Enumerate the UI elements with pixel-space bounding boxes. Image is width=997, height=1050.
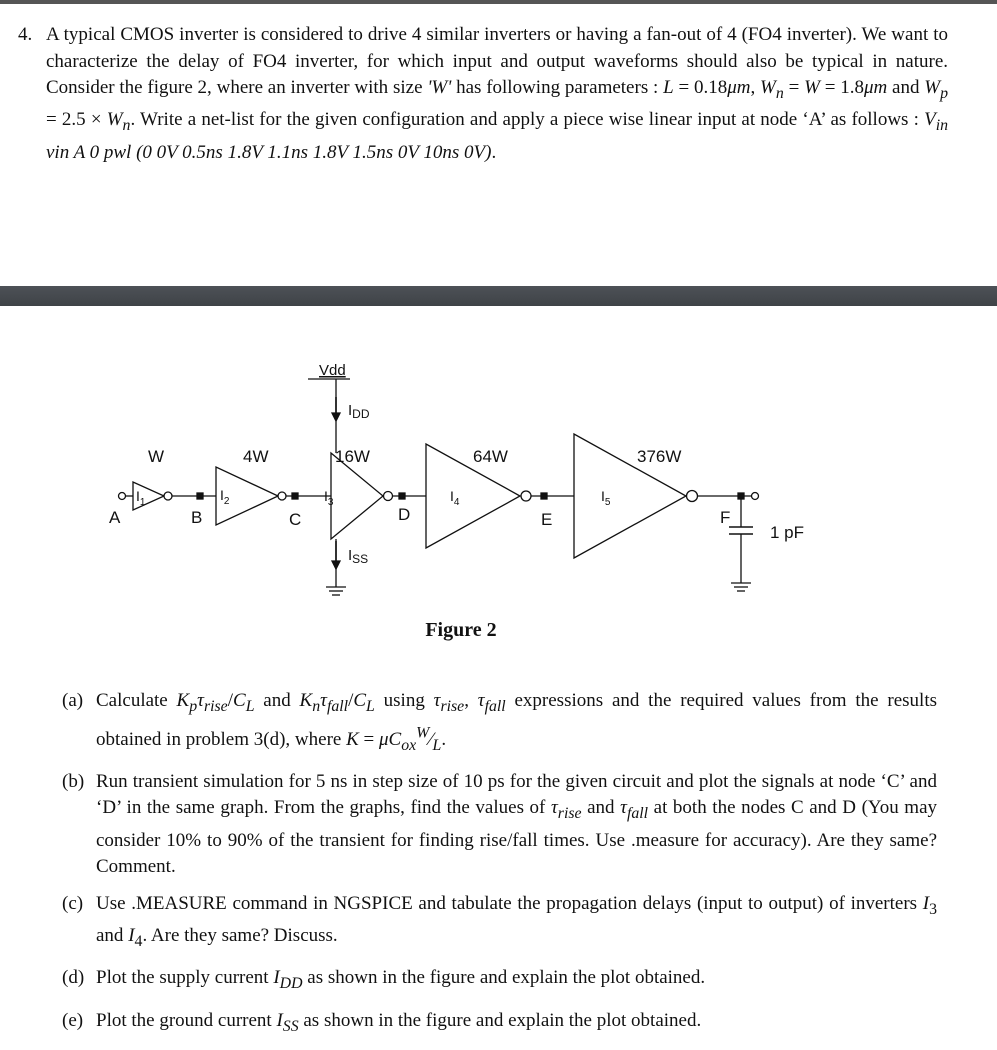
inverter-name-i3: $I_3$ [324, 488, 334, 508]
node-c-dot [292, 493, 298, 499]
cap-label: 1 pF [770, 523, 805, 542]
node-label-e: E [541, 510, 553, 529]
question-list [62, 688, 937, 1050]
inverter-name-i2: $I_2$ [220, 487, 230, 507]
problem-text: A typical CMOS inverter is considered to drive 4 similar inverters or having a fan-out of 4 (FO4 inverter). We want to characterize the delay of FO4 inverter, for which input and output waveforms should also be typical in nature. Consider the figure 2, where an inverter with size 'W' has following parameters : L = 0.18μm, $W_n = W = 1.8\mu m$ and $W_p = 2.5 \times W_n$. Write a net-list for the given configuration and apply a piece wise linear input at node ‘A’ as follows : $V_{in}$ vin A 0 pwl (0 0V 0.5ns 1.8V 1.1ns 1.8V 1.5ns 0V 10ns 0V). [46, 24, 949, 163]
idd-label: $I_{DD}$ [348, 402, 370, 421]
size-label-i2: 4W [243, 447, 269, 466]
node-label-b: B [191, 508, 203, 527]
question-text: Calculate $K_p\tau_{rise}/C_L$ and $K_n\tau_{fall}/C_L$ using $\tau_{rise}$, $\tau_{fall}$ expressions and the required values from the results obtained in problem 3(d), where $K = \mu C_{ox}^W⁄_L$. [96, 690, 937, 754]
question-d [62, 965, 937, 997]
question-e [62, 1008, 937, 1040]
node-label-a: A [109, 508, 121, 527]
inverter-name-i1: $I_1$ [136, 488, 146, 508]
top-rule [0, 0, 997, 4]
figure-caption: Figure 2 [425, 619, 497, 641]
node-e-dot [541, 493, 547, 499]
question-c [62, 891, 937, 956]
iss-label: $I_{SS}$ [348, 547, 369, 566]
node-f-dot [738, 493, 744, 499]
problem-number: 4. [18, 24, 33, 45]
question-text: Plot the supply current $I_{DD}$ as shown in the figure and explain the plot obtained. [96, 967, 706, 993]
node-d-dot [399, 493, 405, 499]
question-text: Run transient simulation for 5 ns in step size of 10 ps for the given circuit and plot the signals at node ‘C’ and ‘D’ in the same graph. From the graphs, find the values of $\tau_{rise}$ and $\tau_{fall}$ at both the nodes C and D (You may consider 10% to 90% of the transient for finding rise/fall times. Use .measure for accuracy). Are they same? Comment. [96, 770, 938, 878]
question-label: (b) [62, 770, 85, 792]
divider-band [0, 286, 997, 306]
question-label: (d) [62, 967, 85, 989]
question-label: (e) [62, 1009, 84, 1031]
size-label-i3: 16W [335, 447, 370, 466]
node-a-terminal [119, 493, 126, 500]
question-b [62, 769, 937, 881]
question-a [62, 688, 937, 759]
vdd-label: Vdd [319, 362, 346, 379]
question-text: Use .MEASURE command in NGSPICE and tabulate the propagation delays (input to output) of inverters $I_3$ and $I_4$. Are they same? Discuss. [96, 892, 937, 950]
size-label-i4: 64W [473, 447, 508, 466]
inverter-name-i5: $I_5$ [601, 488, 611, 508]
question-text: Plot the ground current $I_{SS}$ as shown in the figure and explain the plot obtained. [96, 1009, 702, 1035]
inverter-name-i4: $I_4$ [450, 488, 460, 508]
node-label-c: C [289, 510, 302, 529]
problem-statement [18, 22, 948, 166]
node-label-f: F [720, 508, 731, 527]
circuit-figure [100, 355, 820, 615]
node-label-d: D [398, 505, 411, 524]
question-label: (c) [62, 892, 84, 914]
node-b-dot [197, 493, 203, 499]
size-label-i5: 376W [637, 447, 682, 466]
question-label: (a) [62, 690, 84, 711]
size-label-i1: W [148, 447, 165, 466]
